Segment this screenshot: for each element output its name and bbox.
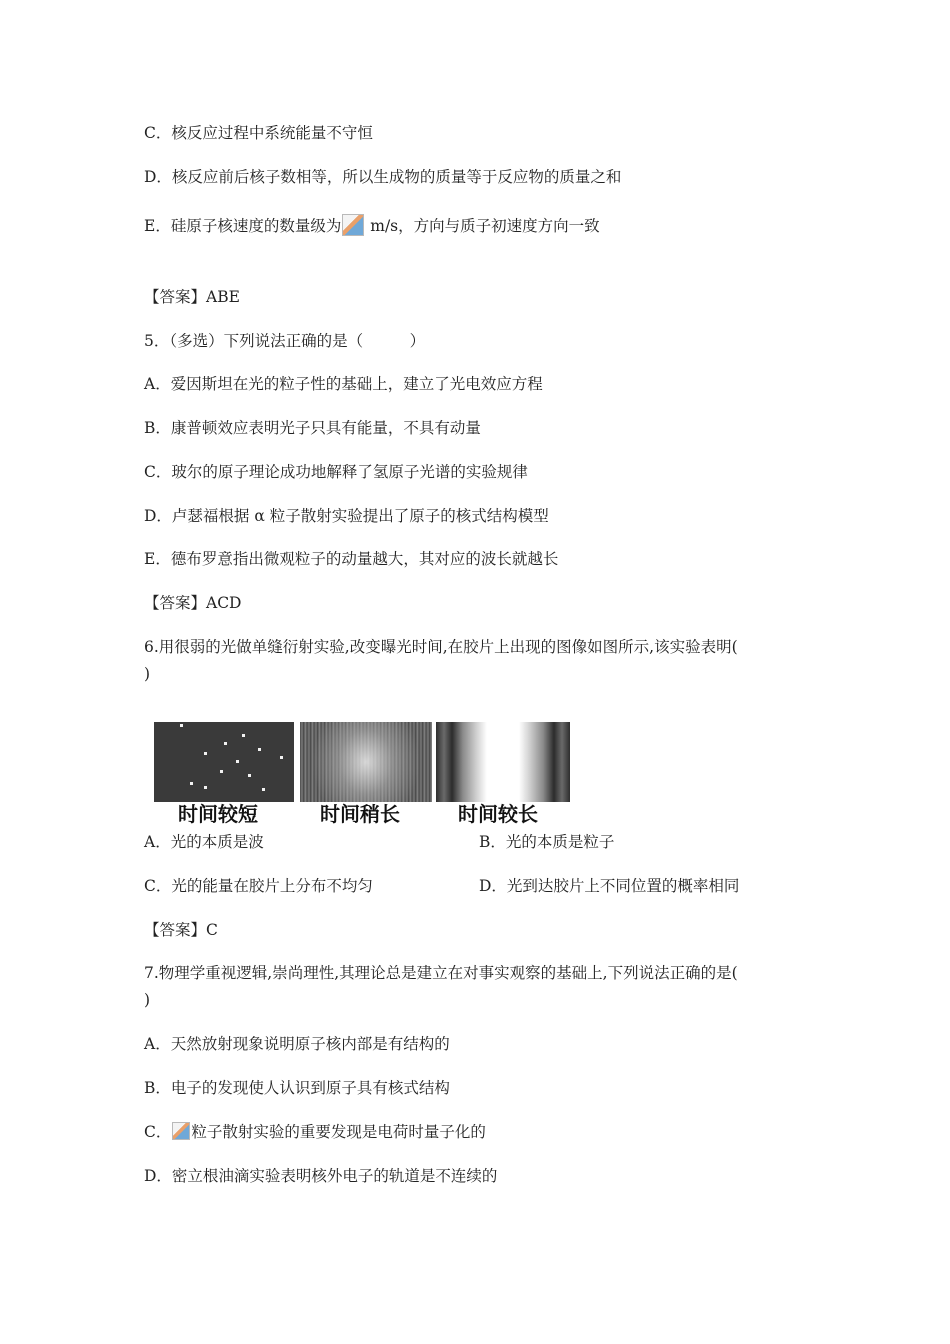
q5-stem: 5．（多选）下列说法正确的是（ ） [144,332,426,350]
film-panel-long-exposure [436,722,570,802]
q4-option-e-text-end: m/s，方向与质子初速度方向一致 [365,217,600,235]
caption-medium: 时间稍长 [320,802,400,826]
q4-option-d: D．核反应前后核子数相等，所以生成物的质量等于反应物的质量之和 [144,168,622,186]
q4-option-e-text-start: E．硅原子核速度的数量级为 [144,217,342,235]
diffraction-figure [144,712,574,830]
q5-option-e: E．德布罗意指出微观粒子的动量越大，其对应的波长就越长 [144,550,559,568]
q5-option-b: B．康普顿效应表明光子只具有能量，不具有动量 [144,419,481,437]
q6-option-d: D．光到达胶片上不同位置的概率相同 [479,877,740,895]
film-panel-short-exposure [154,722,294,802]
q7-option-c-label: C． [144,1123,172,1141]
q4-option-c: C．核反应过程中系统能量不守恒 [144,124,373,142]
q4-answer: 【答案】ABE [144,288,240,306]
film-panel-medium-exposure [300,722,432,802]
q7-stem-line1: 7.物理学重视逻辑,崇尚理性,其理论总是建立在对事实观察的基础上,下列说法正确的是( [144,964,738,982]
q5-answer: 【答案】ACD [144,594,242,612]
q6-stem-line1: 6.用很弱的光做单缝衍射实验,改变曝光时间,在胶片上出现的图像如图所示,该实验表明( [144,638,738,656]
q7-option-c-text: 粒子散射实验的重要发现是电荷时量子化的 [191,1123,486,1141]
q6-option-c: C．光的能量在胶片上分布不均匀 [144,877,373,895]
q7-option-a: A．天然放射现象说明原子核内部是有结构的 [144,1035,450,1053]
broken-image-icon [172,1122,190,1140]
q7-option-d: D．密立根油滴实验表明核外电子的轨道是不连续的 [144,1167,498,1185]
q7-stem-line2: ) [144,991,151,1009]
q6-option-a: A．光的本质是波 [144,833,264,851]
q5-option-a: A．爱因斯坦在光的粒子性的基础上，建立了光电效应方程 [144,375,543,393]
q5-option-c: C．玻尔的原子理论成功地解释了氢原子光谱的实验规律 [144,463,528,481]
q7-option-c [144,1122,486,1142]
q7-option-b: B．电子的发现使人认识到原子具有核式结构 [144,1079,450,1097]
q5-option-d: D．卢瑟福根据 α 粒子散射实验提出了原子的核式结构模型 [144,507,549,525]
caption-long: 时间较长 [458,802,538,826]
q6-answer: 【答案】C [144,921,218,939]
q6-option-b: B．光的本质是粒子 [479,833,615,851]
q6-stem-line2: ) [144,665,151,683]
broken-image-icon [342,214,364,236]
caption-short: 时间较短 [178,802,258,826]
q4-option-e [144,214,600,236]
